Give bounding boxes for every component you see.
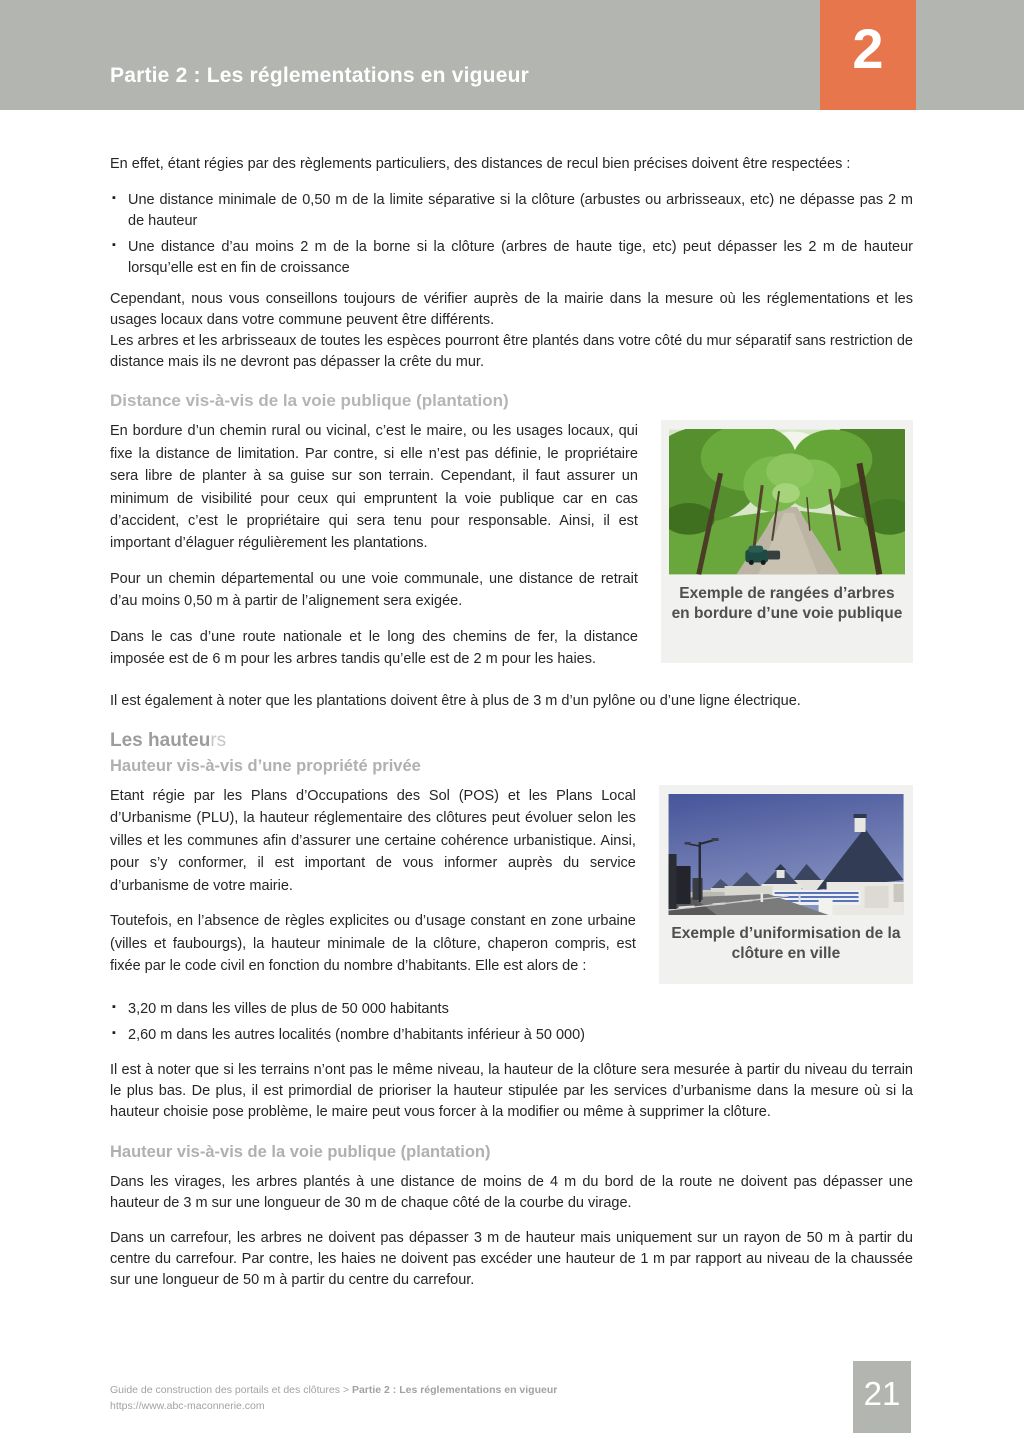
figure-caption: Exemple d’uniformisation de la clôture en ville: [671, 924, 901, 962]
distance-text-column: [110, 420, 638, 671]
section-heading-distance: Distance vis-à-vis de la voie publique (plantation): [110, 391, 509, 411]
height-rules-list: [110, 999, 913, 1046]
heading-main: Les hauteu: [110, 729, 211, 751]
paragraph: En bordure d’un chemin rural ou vicinal, c’est le maire, ou les usages locaux, qui fixe la distance de limitation. Par contre, si elle n’est pas définie, le propriétaire sera libre de planter à sa guise sur son terrain. Cependant, il faut assurer un minimum de visibilité pour ceux qui empruntent la voie publique car en cas d’accident, c’est le propriétaire qui sera tenu pour responsable. Ainsi, il est important d’élaguer régulièrement les plantations.: [110, 423, 638, 552]
hauteur-section-row: [110, 785, 913, 984]
list-item: ▪ 3,20 m dans les villes de plus de 50 000 habitants: [110, 999, 913, 1020]
paragraph: Dans le cas d’une route nationale et le long des chemins de fer, la distance imposée est de 6 m pour les arbres tandis qu’elle est de 2 m pour les haies.: [110, 628, 638, 668]
chapter-number-badge: [820, 0, 916, 110]
subsection-heading-propriete-privee: Hauteur vis-à-vis d’une propriété privée: [110, 756, 421, 775]
paragraph-mairie: Cependant, nous vous conseillons toujours de vérifier auprès de la mairie dans la mesure où les réglementations et les usages locaux dans votre commune peuvent être différents.: [110, 291, 913, 329]
distance-section-row: [110, 420, 913, 671]
figure-houses: [659, 785, 913, 984]
figure-trees: [661, 420, 913, 663]
heading-tail: rs: [210, 729, 227, 751]
section-heading-hauteurs: [110, 730, 913, 752]
paragraph-pylone: Il est également à noter que les plantations doivent être à plus de 3 m d’un pylône ou d’une ligne électrique.: [110, 692, 801, 709]
footer-url: https://www.abc-maconnerie.com: [110, 1399, 265, 1412]
page-number-badge: [853, 1361, 911, 1433]
paragraph: Pour un chemin départemental ou une voie communale, une distance de retrait d’au moins 0,50 m à partir de l’alignement sera exigée.: [110, 570, 638, 610]
breadcrumb-current: Partie 2 : Les réglementations en vigueur: [351, 1384, 558, 1396]
page-title: Partie 2 : Les réglementations en vigueur: [110, 64, 529, 87]
figure-caption: Exemple de rangées d’arbres en bordure d’une voie publique: [671, 585, 903, 623]
footer-breadcrumb: [110, 1383, 557, 1415]
paragraph-arbres: Les arbres et les arbrisseaux de toutes les espèces pourront être plantés dans votre côté du mur séparatif sans restriction de distance mais ils ne devront pas dépasser la crête du mur.: [110, 333, 913, 371]
paragraph: Toutefois, en l’absence de règles explicites ou d’usage constant en zone urbaine (villes et faubourgs), la hauteur minimale de la clôture, chaperon compris, est fixée par le code civil en fonction du nombre d’habitants. Elle est alors de :: [110, 913, 636, 975]
paragraph: Etant régie par les Plans d’Occupations des Sol (POS) et les Plans Local d’Urbanisme (PLU), la hauteur réglementaire des clôtures peut évoluer selon les villes et les communes afin d’assurer une certaine cohérence urbanistique. Ainsi, pour s’y conformer, il est important de vous informer auprès du service d’urbanisme de votre mairie.: [110, 787, 636, 894]
paragraph-niveau: Il est à noter que si les terrains n’ont pas le même niveau, la hauteur de la clôture sera mesurée à partir du niveau du terrain le plus bas. De plus, il est primordial de prioriser la hauteur stipulée par les services d’urbanisme dans la mesure où si la hauteur choisie pose problème, le maire peut vous forcer à la modifier ou même à supprimer la clôture.: [110, 1061, 913, 1120]
paragraph-carrefour: Dans un carrefour, les arbres ne doivent pas dépasser 3 m de hauteur mais uniquement sur un rayon de 50 m à partir du centre du carrefour. Par contre, les haies ne doivent pas excéder une hauteur de 1 m par rapport au niveau de la chaussée sur une longueur de 50 m à partir du centre du carrefour.: [110, 1229, 913, 1288]
list-item: ▪ Une distance minimale de 0,50 m de la limite séparative si la clôture (arbustes ou arbrisseaux, etc) ne dépasse pas 2 m de hauteur: [110, 190, 913, 232]
street-trees-photo: [669, 429, 905, 575]
distance-rules-list: [110, 190, 913, 279]
header-bar: [0, 0, 1024, 110]
houses-street-photo: [667, 794, 905, 915]
paragraph-virages: Dans les virages, les arbres plantés à une distance de moins de 4 m du bord de la route ne doivent pas dépasser une hauteur de 3 m sur une longueur de 30 m de chaque côté de la courbe du virage.: [110, 1173, 913, 1211]
hauteur-text-column: [110, 785, 636, 978]
page-content: [110, 110, 913, 1291]
page-number: 21: [863, 1375, 901, 1412]
list-item: ▪ 2,60 m dans les autres localités (nombre d’habitants inférieur à 50 000): [110, 1025, 913, 1046]
subsection-heading-voie-publique: Hauteur vis-à-vis de la voie publique (plantation): [110, 1142, 491, 1161]
list-item: ▪ Une distance d’au moins 2 m de la borne si la clôture (arbres de haute tige, etc) peut dépasser les 2 m de hauteur lorsqu’elle est en fin de croissance: [110, 237, 913, 279]
breadcrumb-prefix: Guide de construction des portails et des clôtures >: [110, 1384, 352, 1396]
chapter-number: 2: [852, 16, 884, 80]
intro-paragraph: En effet, étant régies par des règlements particuliers, des distances de recul bien précises doivent être respectées :: [110, 156, 851, 172]
breadcrumb: [110, 1383, 557, 1399]
